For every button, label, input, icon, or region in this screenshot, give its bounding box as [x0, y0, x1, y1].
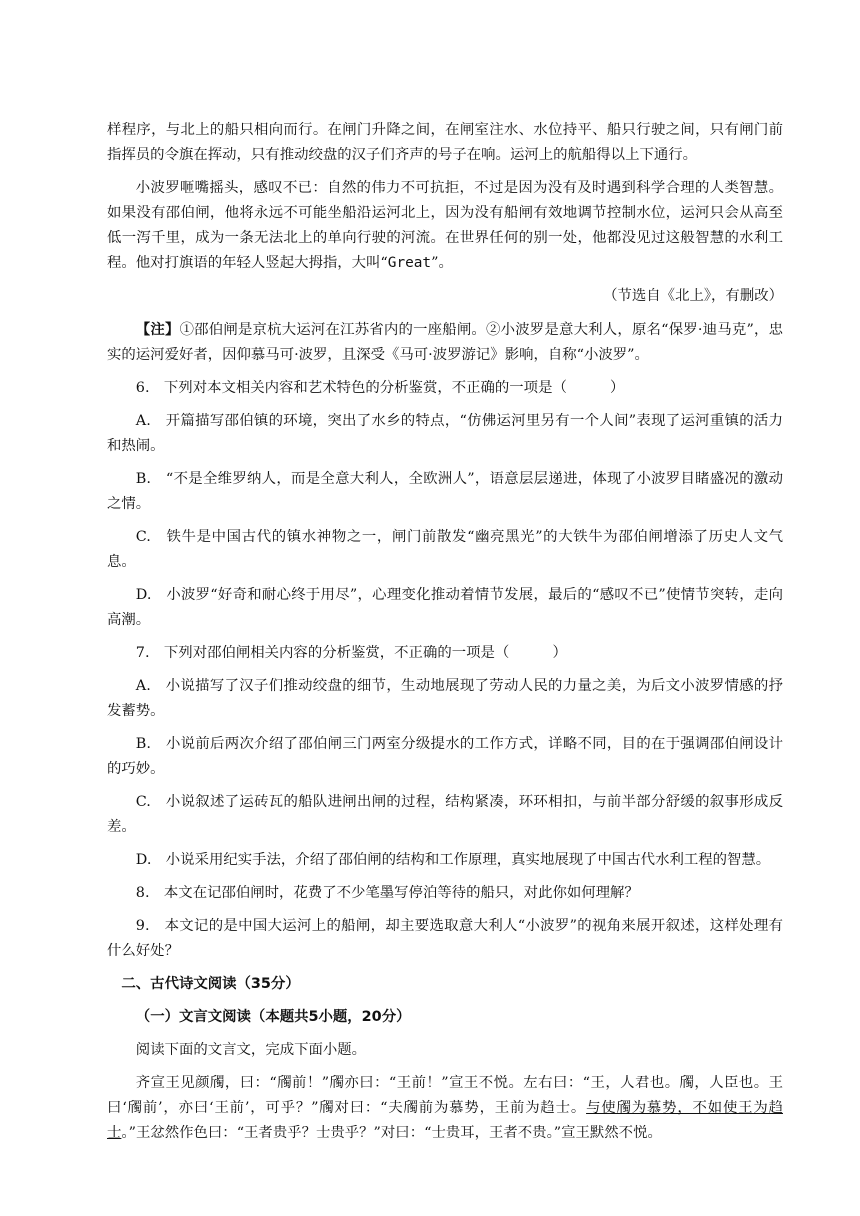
question-9: 9. 本文记的是中国大运河上的船闸，却主要选取意大利人“小波罗”的视角来展开叙述，这样处理有什么好处？: [107, 918, 783, 959]
page-content: [107, 118, 783, 1154]
question-6-option-c: C. 铁牛是中国古代的镇水神物之一，闸门前散发“幽亮黑光”的大铁牛为邵伯闸增添了历史人文气息。: [107, 529, 783, 570]
question-8: 8. 本文在记邵伯闸时，花费了不少笔墨写停泊等待的船只，对此你如何理解？: [135, 885, 639, 901]
great-word: Great: [387, 255, 432, 271]
question-6-option-b: B. “不是全维罗纳人，而是全意大利人，全欧洲人”，语意层层递进，体现了小波罗目睹盛况的激动之情。: [107, 471, 783, 512]
question-6-option-d: D. 小波罗“好奇和耐心终于用尽”，心理变化推动着情节发展，最后的“感叹不已”使情节突转，走向高潮。: [107, 587, 783, 628]
question-6-option-a: A. 开篇描写邵伯镇的环境，突出了水乡的特点，“仿佛运河里另有一个人间”表现了运河重镇的活力和热闹。: [107, 413, 783, 454]
question-7-option-a: A. 小说描写了汉子们推动绞盘的细节，生动地展现了劳动人民的力量之美，为后文小波罗情感的抒发蓄势。: [107, 678, 783, 719]
reading-instruction: 阅读下面的文言文，完成下面小题。: [135, 1042, 367, 1058]
question-7-option-c: C. 小说叙述了运砖瓦的船队进闸出闸的过程，结构紧凑，环环相扣，与前半部分舒缓的叙事形成反差。: [107, 794, 783, 835]
question-7-option-d: D. 小说采用纪实手法，介绍了邵伯闸的结构和工作原理，真实地展现了中国古代水利工程的智慧。: [135, 852, 771, 868]
reading-paragraph-2: [107, 176, 783, 276]
paragraph-2-end: ”。: [431, 255, 453, 271]
question-7: 7. 下列对邵伯闸相关内容的分析鉴赏，不正确的一项是（ ）: [135, 645, 567, 661]
note-text: ①邵伯闸是京杭大运河在江苏省内的一座船闸。②小波罗是意大利人，原名“保罗·迪马克”，忠实的运河爱好者，因仰慕马可·波罗，且深受《马可·波罗游记》影响，自称“小波罗”。: [107, 322, 783, 363]
source-citation: （节选自《北上》，有删改）: [603, 288, 783, 304]
paragraph-2-text: 小波罗咂嘴摇头，感叹不已：自然的伟力不可抗拒，不过是因为没有及时遇到科学合理的人类智慧。如果没有邵伯闸，他将永远不可能坐船沿运河北上，因为没有船闸有效地调节控制水位，运河只会从高至低一泻千里，成为一条无法北上的单向行驶的河流。在世界任何的别一处，他都没见过这般智慧的水利工程。他对打旗语的年轻人竖起大拇指，大叫“: [107, 180, 783, 271]
underlined-sentence: 与使斶为慕势，不如使王为趋士: [107, 1100, 783, 1141]
question-6: 6. 下列对本文相关内容和艺术特色的分析鉴赏，不正确的一项是（ ）: [135, 380, 625, 396]
reading-paragraph-1: 样程序，与北上的船只相向而行。在闸门升降之间，在闸室注水、水位持平、船只行驶之间，只有闸门前指挥员的令旗在挥动，只有推动绞盘的汉子们齐声的号子在响。运河上的航船得以上下通行。: [107, 122, 783, 163]
classical-text-part-2: 。”王忿然作色曰：“王者贵乎？士贵乎？”对曰：“士贵耳，王者不贵。”宣王默然不悦。: [121, 1125, 662, 1141]
annotation-note: [107, 317, 783, 368]
section-2-subtitle: （一）文言文阅读（本题共5小题，20分）: [135, 1009, 411, 1025]
question-7-option-b: B. 小说前后两次介绍了邵伯闸三门两室分级提水的工作方式，详略不同，目的在于强调邵伯闸设计的巧妙。: [107, 736, 783, 777]
section-2-title: 二、古代诗文阅读（35分）: [121, 976, 300, 992]
classical-text: [107, 1071, 783, 1146]
note-label: 【注】: [135, 321, 180, 338]
classical-text-part-1: 齐宣王见颜斶，曰：“斶前！”斶亦曰：“王前！”宣王不悦。左右曰：“王，人君也。斶，人臣也。王曰‘斶前’，亦曰‘王前’，可乎？”斶对曰：“夫斶前为慕势，王前为趋士。: [107, 1075, 783, 1116]
